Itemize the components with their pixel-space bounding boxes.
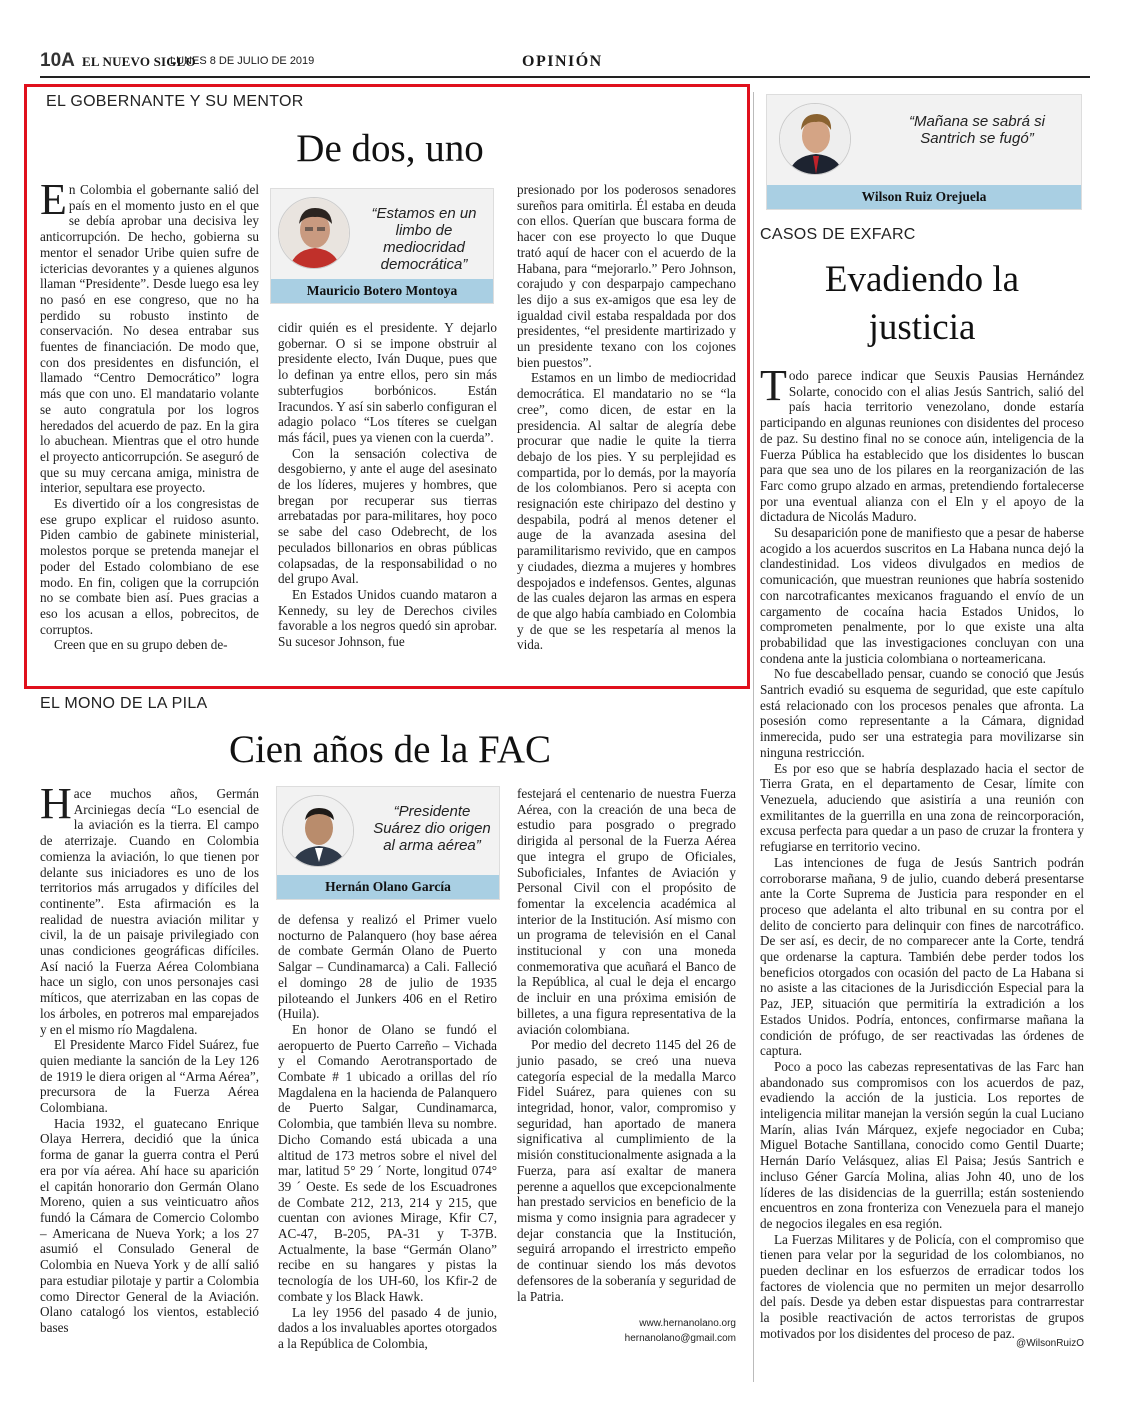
article3-paragraph: La Fuerzas Militares y de Policía, con el compromiso que tienen para velar por la seguridad de los colombianos, no pueden declinar en los esfuerzos de erradicar todos los factores de violencia que no permiten un mejor desarrollo del país. Desde ya deben estar dispuestas para contrarrestar la posible reactivación de actos terroristas de grupos motivados por los disidentes del proceso de paz.: [760, 1231, 1084, 1341]
article1-column-2: [278, 320, 497, 650]
article2-pullquote-box: [276, 786, 500, 900]
article1-paragraph: Creen que en su grupo deben de-: [54, 637, 228, 653]
article3-pullquote-box: [766, 94, 1082, 210]
pull-quote: “Estamos en un limbo de mediocridad democrática”: [371, 205, 477, 273]
author-portrait: [278, 197, 350, 269]
article2-column-2: [278, 912, 497, 1352]
article2-paragraph: Hacia 1932, el guatecano Enrique Olaya Herrera, decidió que la única forma de ganar la guerra contra el Perú era por vía aérea. Ahí hace su aparición el capitán honorario don Germán Olano Moreno, quien a sus veinticuatro años fundó la Cámara de Comercio Colombo – Americana de Nueva York; a los 27 asumió el Consulado General de Colombia en Nueva York y de allí salió para estudiar pilotaje y partir a Colombia como Director General de la Aviación. Olano catalogó los vientos, estableció bases: [40, 1115, 259, 1335]
author-name: Mauricio Botero Montoya: [271, 279, 493, 303]
article2-dropcap: H: [40, 779, 72, 828]
article1-kicker: EL GOBERNANTE Y SU MENTOR: [46, 93, 304, 110]
header-rule: [40, 76, 1090, 78]
page-number: 10A: [40, 50, 75, 71]
article2-paragraph: La ley 1956 del pasado 4 de junio, dados a los invaluables aportes otorgados a la República de Colombia,: [278, 1304, 497, 1351]
article3-paragraph: odo parece indicar que Seuxis Pausias Hernández Solarte, conocido con el alias Jesús Santrich, salió del país hacia territorio venezolano, donde estaría participando en algunas reuniones con disidentes del proceso de paz. Su destino final no se conoce aún, inteligencia de la Fuerza Pública ha establecido que los disidentes lo buscan para que sea uno de los pilares en la reorganización de las Farc como grupo alzado en armas, pretendiendo fortalecerse por una eventual alianza con el Eln y el apoyo de la dictadura de Nicolás Maduro.: [760, 368, 1084, 525]
article3-body: [760, 361, 1084, 1342]
column-divider: [753, 92, 754, 1382]
article2-paragraph: festejará el centenario de nuestra Fuerza Aérea, con la creación de una beca de estudio para posgrado o pregrado dirigida al personal de la Fuerza Aérea que integra el grupo de Oficiales, Suboficiales, Infantes de Aviación y Personal Civil con el propósito de fomentar la excelencia académica al interior de la Institución. Así mismo con un programa de televisión en el Canal institucional y con una moneda conmemorativa que acuñará el Banco de la República, al cual le deja el encargo de incluir en una próxima emisión de billetes, a una figura representativa de la aviación colombiana.: [517, 786, 736, 1037]
article3-paragraph: Poco a poco las cabezas representativas de las Farc han abandonado sus compromisos con los acuerdos de paz, evadiendo la acción de la justicia. Los reportes de inteligencia militar manejan la versión según la cual Luciano Marín, alias Iván Márquez, exjefe negociador en Cuba; Miguel Botache Santillana, conocido como Gentil Duarte; Hernán Darío Velásquez, alias El Paisa; Jesús Santrich e incluso Géner García Molina, alias John 40, uno de los líderes de las disidencias de la guerrilla; están sosteniendo encuentros en zona fronteriza con Venezuela para el manejo de negocios ilegales en esa región.: [760, 1058, 1084, 1231]
author-handle: @WilsonRuizO: [1016, 1338, 1084, 1349]
author-website: www.hernanolano.org: [639, 1318, 736, 1329]
article1-pullquote-box: [270, 188, 494, 304]
article3-paragraph: No fue descabellado pensar, cuando se conoció que Jesús Santrich evadió su esquema de seguridad, que este capítulo está relacionado con los procesos penales que afronta. La posesión como representante a la Cámara, dignidad inmerecida, pudo ser una estrategia para movilizarse sin ninguna restricción.: [760, 666, 1084, 760]
article3-dropcap: T: [760, 361, 787, 410]
author-name: Hernán Olano García: [277, 875, 499, 899]
page-header: [40, 50, 1090, 76]
article3-kicker: CASOS DE EXFARC: [760, 226, 916, 243]
author-email: hernanolano@gmail.com: [624, 1333, 736, 1344]
article1-paragraph: n Colombia el gobernante salió del país en el momento justo en el que se debía aprobar una decisiva ley anticorrupción. De hecho, gobierna su mentor el senador Uribe quien sufre de ictericias devorantes y a quienes algunos llaman “Presidente”. Desde luego esa ley no pasó en ese congreso, que no ha perdido su robusto instinto de conservación. No desea entrabar sus fuentes de financiación. De modo que, con dos presidentes en disfunción, el llamado “Centro Democrático” logra más que con uno. El mandatario volante se auto congratula por los logros heredados del acuerdo de paz. En la gira lo abuchean. Mientras que el otro hunde el proyecto anticorrupción. Se aseguró de que su muy cercana amiga, ministra de interior, sepultara ese proyecto.: [40, 182, 259, 496]
pull-quote: “Mañana se sabrá si Santrich se fugó”: [909, 113, 1045, 147]
article1-paragraph: Es divertido oír a los congresistas de ese grupo explicar el ruidoso asunto. Piden cambio de gabinete ministerial, molestos porque se pretenda manejar el poder del Estado colombiano de ese modo. En fin, coligen que la corrupción no se combate bien así. Pues gracias a eso los acusan a ellos, pobrecitos, de corruptos.: [40, 496, 259, 637]
article2-paragraph: En honor de Olano se fundó el aeropuerto de Puerto Carreño – Vichada y el Comando Aerotransportado de Combate # 1 ubicado a orillas del río Magdalena en la hacienda de Palanquero de Puerto Salgar, Cundinamarca, Colombia, que también lleva su nombre. Dicho Comando está ubicada a una altitud de 173 metros sobre el nivel del mar, latitud 5° 29 ´ Norte, longitud 074° 39 ´ Oeste. Es sede de los Escuadrones de Combate 212, 213, 214 y 215, que cuentan con aviones Mirage, Kfir C7, AC-47, B-205, PA-31 y T-37B. Actualmente, la base “Germán Olano” recibe en su hangares y pistas la tecnología de los UH-60, los Kfir-2 de combate y los Black Hawk.: [278, 1021, 497, 1304]
pull-quote: “Presidente Suárez dio origen al arma aérea”: [373, 803, 491, 854]
author-portrait: [779, 103, 851, 175]
article3-headline: [760, 256, 1084, 352]
newspaper-name: EL NUEVO SIGLO: [82, 54, 196, 69]
article2-column-1: [40, 779, 259, 1336]
article3-paragraph: Es por eso que se habría desplazado hacia el sector de Tierra Grata, en el departamento de Cesar, límite con Venezuela, aduciendo que asistiría a una reunión con exmilitantes de la guerrilla en una zona de reincorporación, excusa perfecta para quedar a un paso de cruzar la frontera y refugiarse en territorio vecino.: [760, 760, 1084, 855]
author-portrait: [282, 795, 354, 867]
article2-paragraph: ace muchos años, Germán Arciniegas decía “Lo esencial de la aviación es la tierra. El campo de aterrizaje. Cuando en Colombia comienza la aviación, lo que tienen por delante sus iniciadores es uno de los territorios más arrugados y difíciles del continente”. Esta afirmación es la realidad de nuestra aviación militar y civil, la de un paisaje privilegiado con unas condiciones geográficas difíciles. Así nació la Fuerza Aérea Colombiana hace un siglo, con unos personajes casi míticos, que aterrizaban en las copas de los árboles, en potreros mal emparejados y en el mismo río Magdalena.: [40, 786, 259, 1037]
section-title: OPINIÓN: [522, 53, 603, 70]
article2-paragraph: Por medio del decreto 1145 del 26 de junio pasado, se creó una nueva categoría especial de la medalla Marco Fidel Suárez, para quienes con su integridad, honor, valor, compromiso y seguridad, han aportado de manera significativa al cumplimiento de la misión constitucionalmente asignada a la Fuerza, para así exaltar de manera perenne a aquellos que excepcionalmente han prestado servicios en beneficio de la misma y como insignia para agradecer y dejar constancia que la Institución, seguirá arropando el irrestricto empeño de continuar siendo los más devotos defensores de la soberanía y seguridad de la Patria.: [517, 1037, 736, 1304]
article3-headline-line: justicia: [868, 307, 976, 348]
author-name: Wilson Ruiz Orejuela: [767, 185, 1081, 209]
article2-headline: Cien años de la FAC: [228, 728, 552, 771]
article1-paragraph: Con la sensación colectiva de desgobierno, y ante el auge del asesinato de los líderes, mujeres y hombres, que bregan por recuperar sus tierras arrebatadas por para-militares, hoy poco se sabe del caso Odebrecht, de los peculados billonarios en obras públicas colapsadas, de la responsabilidad o no del grupo Aval.: [278, 445, 497, 587]
article2-column-3: [517, 786, 736, 1304]
article1-column-1: [40, 175, 259, 653]
article3-paragraph: Las intenciones de fuga de Jesús Santrich podrán corroborarse mañana, 9 de julio, cuando deberá presentarse ante la Corte Suprema de Justicia para responder en el proceso que adelanta el alto tribunal en su contra por el delito de concierto para delinquir con fines de narcotráfico. De ser así, es decir, de no comparecer ante la Corte, tendrá que ordenarse la captura. También debe perder todos los beneficios otorgados con ocasión del pacto de La Habana si no asiste a las citaciones de la Jurisdicción Especial para la Paz, JEP, situación que permitiría la extradición a los Estados Unidos. Podría, entonces, confirmarse mañana la condición de prófugo, de ser reactivadas las órdenes de captura.: [760, 854, 1084, 1059]
article1-paragraph: Estamos en un limbo de mediocridad democrática. El mandatario no se “la cree”, como dicen, de estar en la presidencia. Al saltar de alegría debe procurar que nadie le quite la tierra debajo de los pies. Y su perplejidad es compartida, por lo demás, por la mayoría de los colombianos. Pero si acepta con resignación este chiripazo del destino y despabila, podrá al menos detener el auge de la avanzada asesina del paramilitarismo revivido, que en campos y ciudades, diezma a mujeres y hombres despojados e indefensos. Gentes, algunas de las cuales dejaron las armas en espera de que algo había cambiado en Colombia y de que se les respetaría al menos la vida.: [517, 370, 736, 653]
article1-paragraph: En Estados Unidos cuando mataron a Kennedy, su ley de Derechos civiles favorable a los negros quedó sin aprobar. Su sucesor Johnson, fue: [278, 586, 497, 650]
article1-dropcap: E: [40, 175, 67, 224]
publication-date: LUNES 8 DE JULIO DE 2019: [170, 55, 315, 67]
article2-kicker: EL MONO DE LA PILA: [40, 695, 208, 712]
article2-paragraph: de defensa y realizó el Primer vuelo nocturno de Palanquero (hoy base aérea de combate Germán Olano de Puerto Salgar – Cundinamarca) a Cali. Falleció el domingo 28 de julio de 1935 piloteando el Junkers 406 en el Retiro (Huila).: [278, 912, 497, 1022]
article1-column-3: [517, 182, 736, 653]
article2-paragraph: El Presidente Marco Fidel Suárez, fue quien mediante la sanción de la Ley 126 de 1919 le diera origen al “Arma Aérea”, precursora de la Fuerza Aérea Colombiana.: [40, 1037, 259, 1116]
article3-headline-line: Evadiendo la: [824, 259, 1020, 300]
article3-paragraph: Su desaparición pone de manifiesto que a pesar de haberse acogido a los acuerdos suscritos en La Habana nunca dejó la clandestinidad. Los videos divulgados en medios de comunicación, que muestran reuniones que habría sostenido con narcotraficantes mexicanos fraguando el envío de un cargamento de cocaína hacia Estados Unidos, lo comprometen penalmente, por lo que existe una alta probabilidad que las investigaciones concluyan con una condena ante la justicia colombiana o norteamericana.: [760, 525, 1084, 666]
article1-paragraph: cidir quién es el presidente. Y dejarlo gobernar. O si se impone obstruir al presidente electo, Iván Duque, pues que lo definan ya entre ellos, pero sin más subterfugios borbónicos. Están Iracundos. Y así sin saberlo configuran el adagio polaco “Los títeres se cuelgan más fácil, pues ya vienen con la cuerda”.: [278, 320, 497, 445]
article1-paragraph: presionado por los poderosos senadores sureños para omitirla. Él estaba en deuda con ellos. Querían que buscara forma de hacer con ese proyecto lo que Duque trató aquí de hacer con el acuerdo de la Habana, para “mejorarlo.” Pero Johnson, corajudo y con desparpajo campechano les dijo a sus ex-amigos que esa ley de igualdad civil estaba respaldada por dos presidentes, “el presidente martirizado y un presidente texano con los cojones bien puestos”.: [517, 182, 736, 370]
article1-headline: De dos, uno: [296, 127, 484, 170]
